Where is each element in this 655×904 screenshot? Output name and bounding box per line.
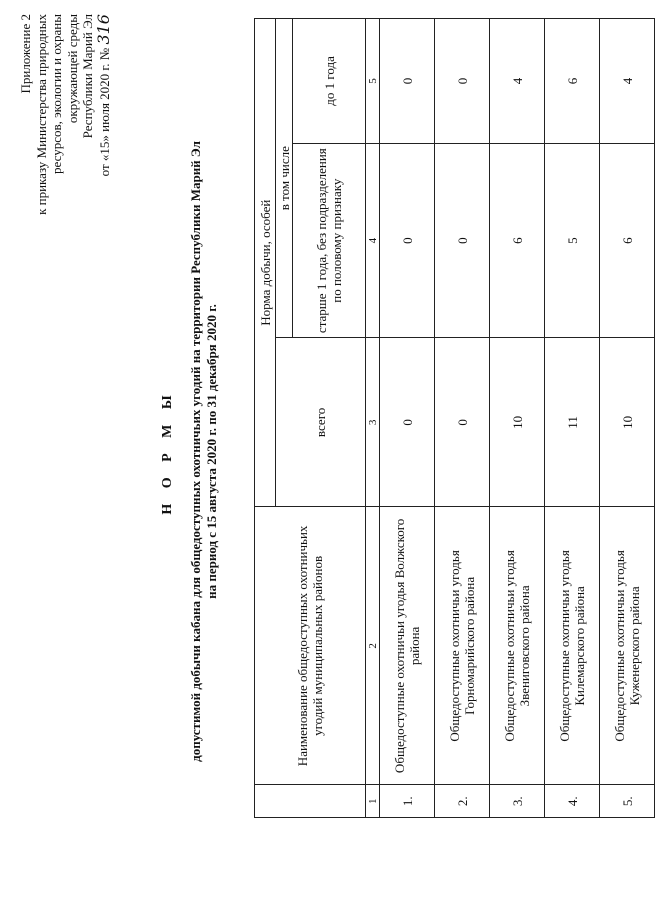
appendix-line: ресурсов, экологии и охраны xyxy=(49,14,64,174)
row-older: 6 xyxy=(490,143,545,338)
subtitle-line: допустимой добычи кабана для общедоступных охотничьих угодий на территории Республики Марий Эл xyxy=(188,141,203,762)
table-row xyxy=(490,19,545,818)
header-older: старше 1 года, без подразделения по половому признаку xyxy=(293,143,366,338)
row-number: 4. xyxy=(545,785,600,818)
order-date: от «15» июля 2020 г. № xyxy=(96,47,112,177)
header-including: в том числе xyxy=(276,19,293,338)
row-total: 11 xyxy=(545,338,600,507)
row-name: Общедоступные охотничьи угодья Волжского района xyxy=(380,507,435,785)
row-name: Общедоступные охотничьи угодья Горномарийского района xyxy=(435,507,490,785)
row-total: 0 xyxy=(380,338,435,507)
header-name-cell: Наименование общедоступных охотничьих угодий муниципальных районов xyxy=(255,507,366,785)
appendix-line: Республики Марий Эл xyxy=(80,14,95,139)
table-row xyxy=(545,19,600,818)
column-number-row xyxy=(366,19,380,818)
order-line xyxy=(93,14,113,284)
row-name: Общедоступные охотничьи угодья Килемарского района xyxy=(545,507,600,785)
row-number: 3. xyxy=(490,785,545,818)
column-number: 4 xyxy=(366,143,380,338)
row-young: 6 xyxy=(545,19,600,144)
column-number: 5 xyxy=(366,19,380,144)
subtitle-line: на период с 15 августа 2020 г. по 31 декабря 2020 г. xyxy=(204,304,219,599)
row-older: 6 xyxy=(600,143,655,338)
norms-table xyxy=(254,18,655,818)
header-row xyxy=(255,19,276,818)
header-total: всего xyxy=(276,338,366,507)
document-subtitle xyxy=(188,29,220,874)
table-row xyxy=(435,19,490,818)
row-number: 2. xyxy=(435,785,490,818)
row-number: 5. xyxy=(600,785,655,818)
row-young: 4 xyxy=(600,19,655,144)
table-row xyxy=(380,19,435,818)
column-number: 1 xyxy=(366,785,380,818)
row-older: 0 xyxy=(380,143,435,338)
row-young: 0 xyxy=(435,19,490,144)
document-title: Н О Р М Ы xyxy=(160,389,175,515)
row-total: 0 xyxy=(435,338,490,507)
column-number: 3 xyxy=(366,338,380,507)
appendix-block xyxy=(18,14,112,284)
order-number-handwritten: 316 xyxy=(93,14,113,45)
row-number: 1. xyxy=(380,785,435,818)
column-number: 2 xyxy=(366,507,380,785)
row-total: 10 xyxy=(490,338,545,507)
header-norm-group: Норма добычи, особей xyxy=(255,19,276,507)
header-num-cell xyxy=(255,785,366,818)
table-row xyxy=(600,19,655,818)
header-young: до 1 года xyxy=(293,19,366,144)
row-older: 5 xyxy=(545,143,600,338)
appendix-line: окружающей среды xyxy=(64,14,80,124)
appendix-line: к приказу Министерства природных xyxy=(33,14,49,215)
appendix-line: Приложение 2 xyxy=(18,14,33,94)
row-young: 0 xyxy=(380,19,435,144)
row-older: 0 xyxy=(435,143,490,338)
row-name: Общедоступные охотничьи угодья Звениговского района xyxy=(490,507,545,785)
row-young: 4 xyxy=(490,19,545,144)
row-name: Общедоступные охотничьи угодья Куженерского района xyxy=(600,507,655,785)
row-total: 10 xyxy=(600,338,655,507)
